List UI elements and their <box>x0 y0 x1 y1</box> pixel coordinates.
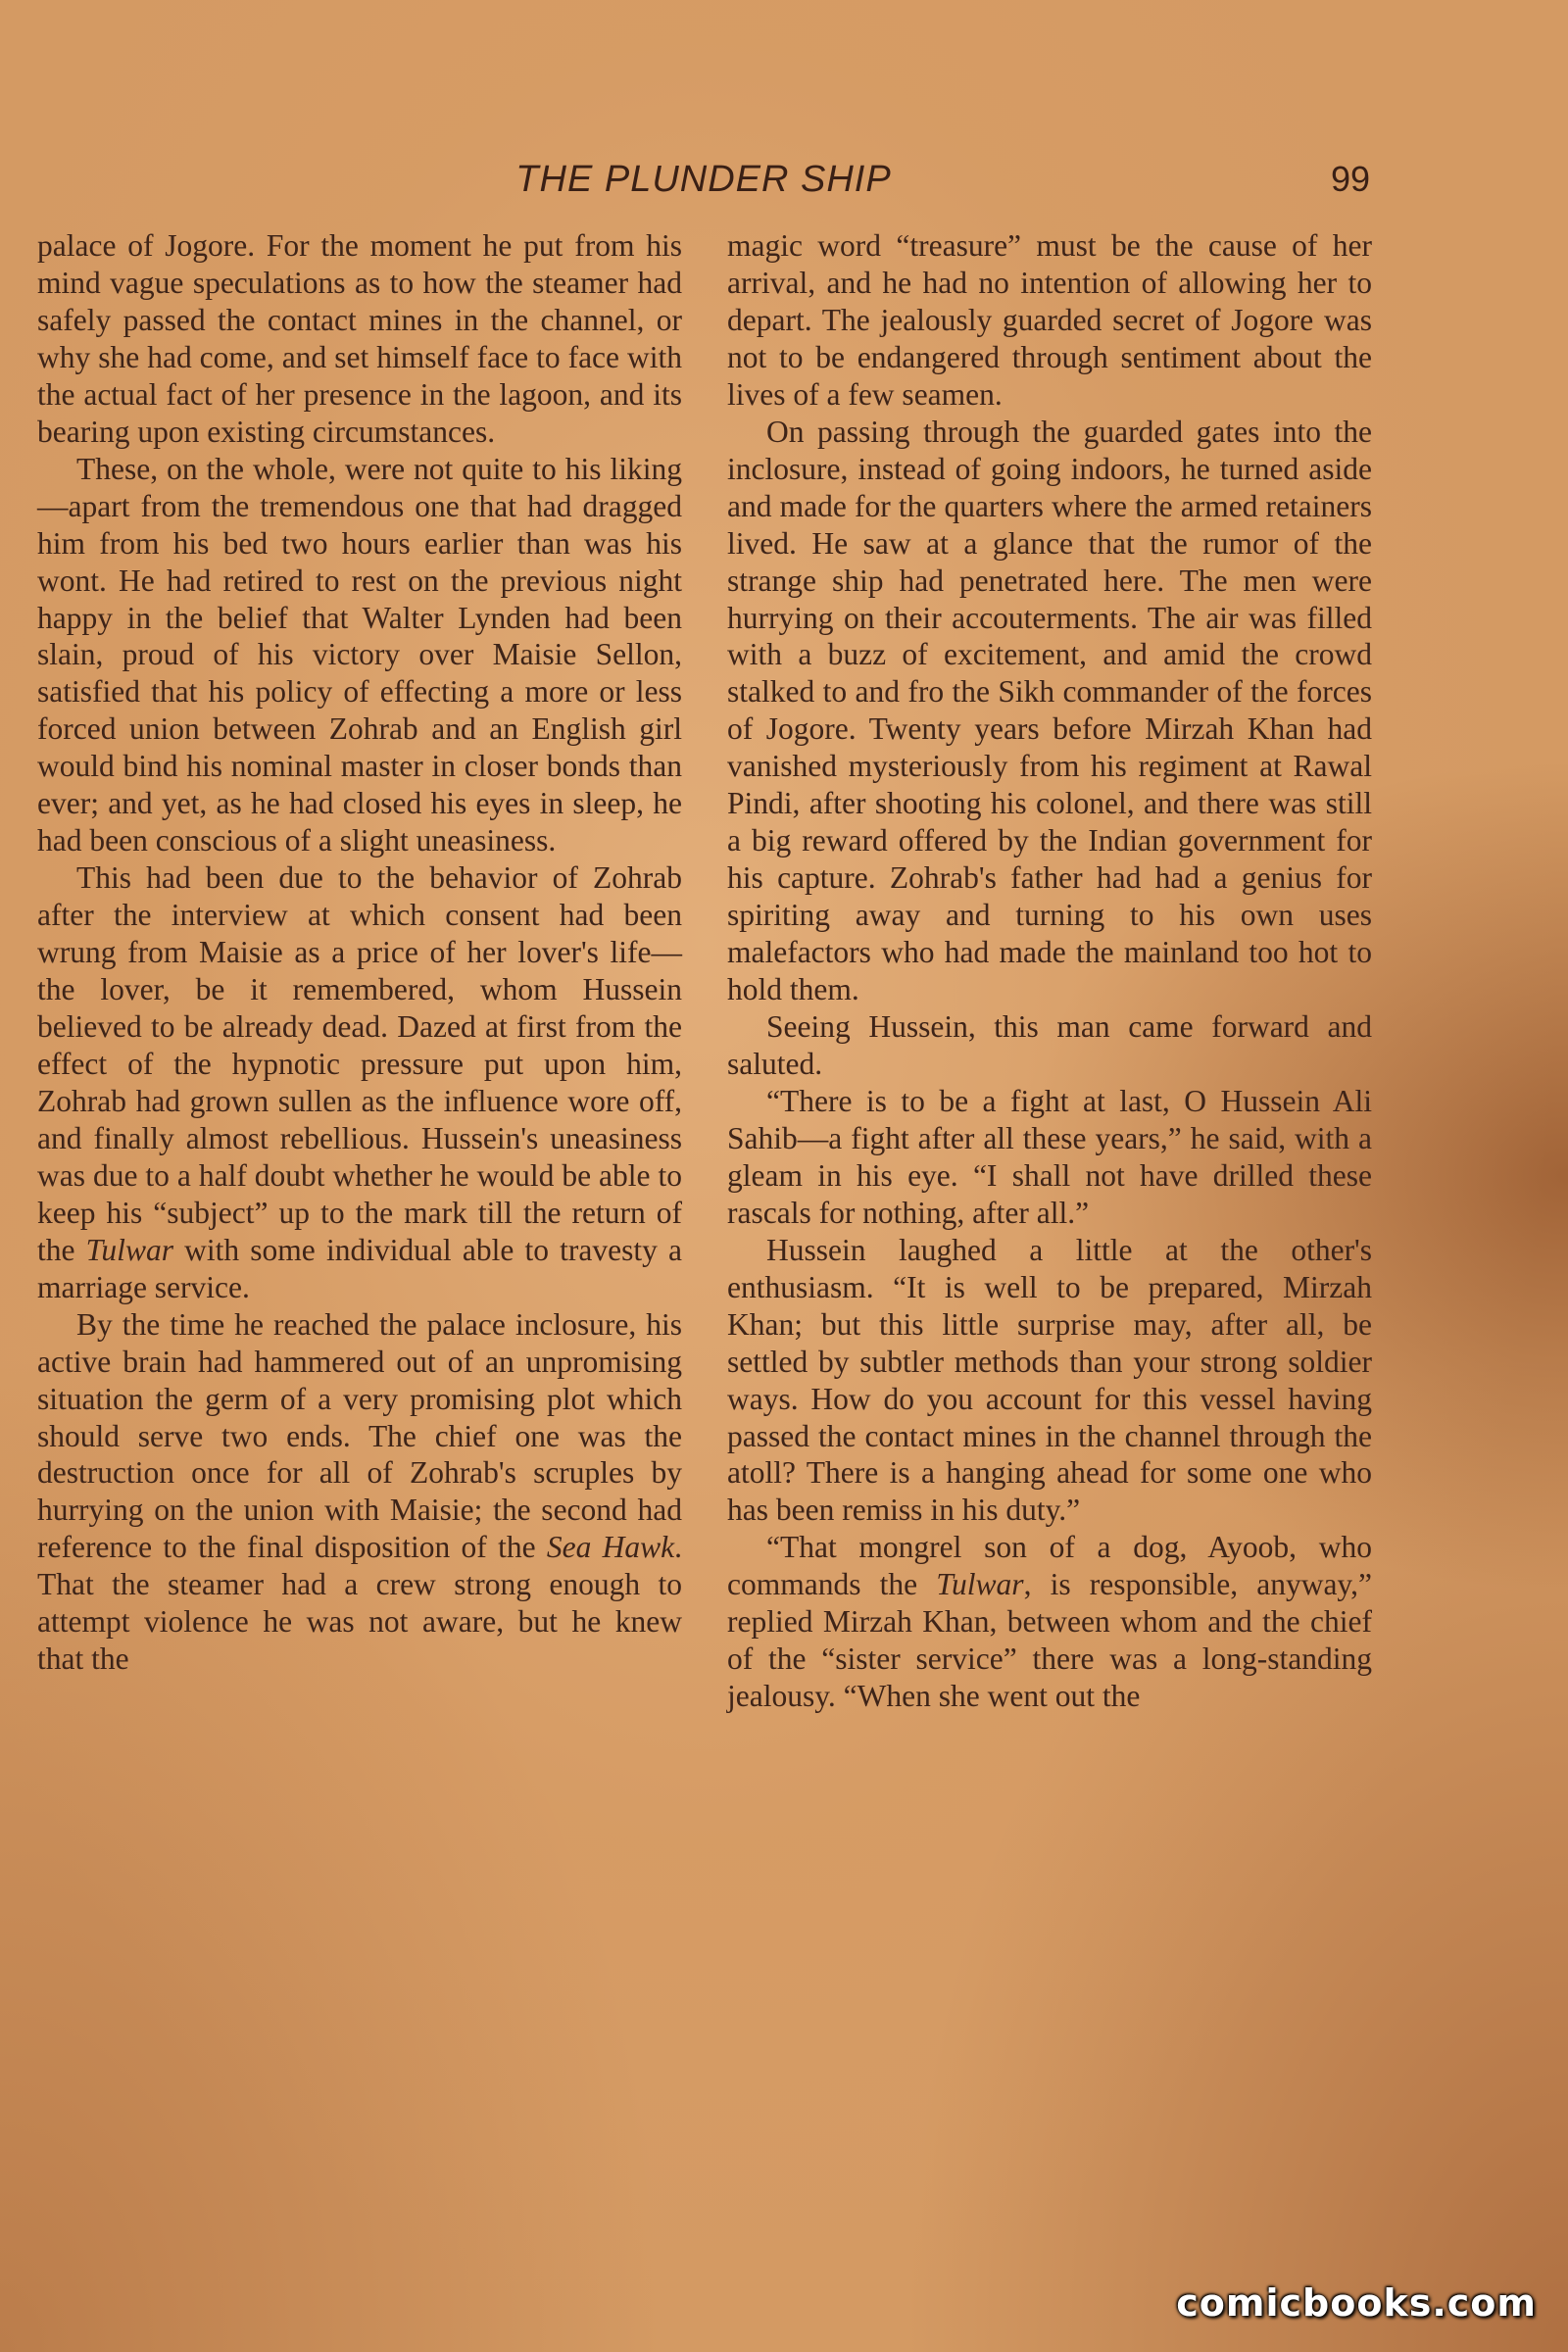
paragraph: On passing through the guarded gates into the inclosure, instead of going indoors, he turned aside and made for the quarters where the armed retainers lived. He saw at a glance that the rumor of the strange ship had penetrated here. The men were hurrying on their accouterments. The air was filled with a buzz of excitement, and amid the crowd stalked to and fro the Sikh commander of the forces of Jogore. Twenty years before Mirzah Khan had vanished mysteriously from his regiment at Rawal Pindi, after shooting his colonel, and there was still a big reward offered by the Indian government for his capture. Zohrab's father had had a genius for spiriting away and turning to his own uses malefactors who had made the mainland too hot to hold them. <box>727 414 1372 1007</box>
paragraph: Seeing Hussein, this man came forward and saluted. <box>727 1009 1372 1081</box>
paragraph: “There is to be a fight at last, O Hussein Ali Sahib—a fight after all these years,” he said, with a gleam in his eye. “I shall not have drilled these rascals for nothing, after all.” <box>727 1083 1372 1230</box>
paragraph: magic word “treasure” must be the cause of her arrival, and he had no intention of allowing her to depart. The jealously guarded secret of Jogore was not to be endangered through sentiment about the lives of a few seamen. <box>727 228 1372 412</box>
text-span: “That mongrel son of a dog, Ayoob, who commands the <box>727 1530 1372 1602</box>
paragraph <box>37 1306 682 1679</box>
left-column <box>37 227 682 1678</box>
paragraph: palace of Jogore. For the moment he put from his mind vague speculations as to how the steamer had safely passed the contact mines in the channel, or why she had come, and set himself face to face with the actual fact of her presence in the lagoon, and its bearing upon existing circumstances. <box>37 228 682 449</box>
right-column <box>727 227 1372 1715</box>
paragraph: Hussein laughed a little at the other's enthusiasm. “It is well to be prepared, Mirzah Khan; but this little surprise may, after all, be settled by subtler methods than your strong soldier ways. How do you account for this vessel having passed the contact mines in the channel through the atoll? There is a hanging ahead for some one who has been remiss in his duty.” <box>727 1232 1372 1528</box>
text-span: with some individual able to travesty a marriage service. <box>37 1232 682 1304</box>
page-number: 99 <box>1330 159 1370 199</box>
paragraph: These, on the whole, were not quite to his liking—apart from the tremendous one that had dragged him from his bed two hours earlier than was his wont. He had retired to rest on the previous night happy in the belief that Walter Lynden had been slain, proud of his victory over Maisie Sellon, satisfied that his policy of effecting a more or less forced union between Zohrab and an English girl would bind his nominal master in closer bonds than ever; and yet, as he had closed his eyes in sleep, he had been conscious of a slight uneasiness. <box>37 451 682 858</box>
text-span: This had been due to the behavior of Zohrab after the interview at which consent had been wrung from Maisie as a price of her lover's life—the lover, be it remembered, whom Hussein believed to be already dead. Dazed at first from the effect of the hypnotic pressure put upon him, Zohrab had grown sullen as the influence wore off, and finally almost rebellious. Hussein's uneasiness was due to a half doubt whether he would be able to keep his “subject” up to the mark till the return of the <box>37 860 682 1267</box>
running-title: THE PLUNDER SHIP <box>515 159 892 200</box>
text-span: , is responsible, anyway,” replied Mirzah Khan, between whom and the chief of the “sister service” there was a long-standing jealousy. “When she went out the <box>727 1567 1372 1714</box>
ship-name: Tulwar <box>936 1567 1024 1602</box>
paragraph <box>727 1529 1372 1715</box>
paragraph <box>37 859 682 1305</box>
text-span: By the time he reached the palace inclosure, his active brain had hammered out of an unpromising situation the germ of a very promising plot which should serve two ends. The chief one was the destruction once for all of Zohrab's scruples by hurrying on the union with Maisie; the second had reference to the final disposition of the <box>37 1306 682 1565</box>
ship-name: Sea Hawk <box>546 1530 675 1565</box>
ship-name: Tulwar <box>85 1232 173 1267</box>
watermark: comicbooks.com <box>1176 2281 1537 2325</box>
text-span: . That the steamer had a crew strong enough to attempt violence he was not aware, but he knew that the <box>37 1530 682 1677</box>
page-header <box>37 159 1370 208</box>
